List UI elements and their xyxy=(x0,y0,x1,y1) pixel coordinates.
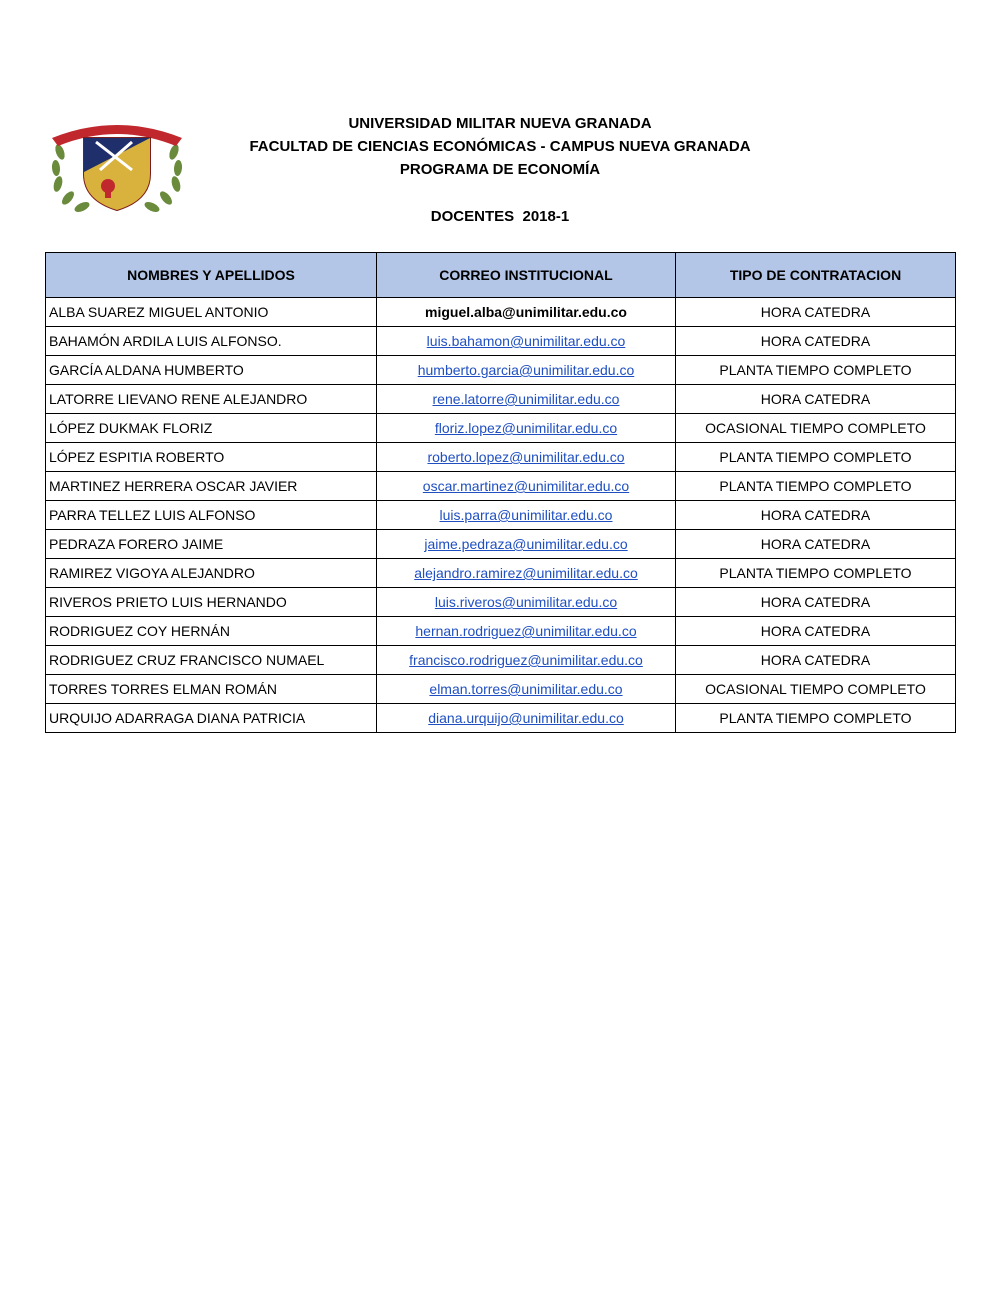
faculty-name: FACULTAD DE CIENCIAS ECONÓMICAS - CAMPUS NUEVA GRANADA xyxy=(249,138,751,155)
teacher-name: PARRA TELLEZ LUIS ALFONSO xyxy=(46,501,377,530)
contract-type: HORA CATEDRA xyxy=(676,646,956,675)
university-name: UNIVERSIDAD MILITAR NUEVA GRANADA xyxy=(348,115,652,132)
teacher-email-link[interactable]: hernan.rodriguez@unimilitar.edu.co xyxy=(415,623,637,639)
table-header-row xyxy=(46,253,956,298)
teacher-email-cell xyxy=(377,530,676,559)
teacher-email-link[interactable]: jaime.pedraza@unimilitar.edu.co xyxy=(424,536,628,552)
teacher-name: LATORRE LIEVANO RENE ALEJANDRO xyxy=(46,385,377,414)
teacher-email-link[interactable]: francisco.rodriguez@unimilitar.edu.co xyxy=(409,652,643,668)
table-row xyxy=(46,530,956,559)
teacher-email-link[interactable]: alejandro.ramirez@unimilitar.edu.co xyxy=(414,565,638,581)
teacher-email-link[interactable]: elman.torres@unimilitar.edu.co xyxy=(429,681,623,697)
teacher-email-link[interactable]: oscar.martinez@unimilitar.edu.co xyxy=(422,478,630,494)
table-row xyxy=(46,646,956,675)
table-row xyxy=(46,327,956,356)
contract-type: PLANTA TIEMPO COMPLETO xyxy=(676,472,956,501)
teacher-name: RODRIGUEZ CRUZ FRANCISCO NUMAEL xyxy=(46,646,377,675)
teacher-name: MARTINEZ HERRERA OSCAR JAVIER xyxy=(46,472,377,501)
table-row xyxy=(46,501,956,530)
teacher-name: GARCÍA ALDANA HUMBERTO xyxy=(46,356,377,385)
contract-type: PLANTA TIEMPO COMPLETO xyxy=(676,704,956,733)
teacher-name: LÓPEZ ESPITIA ROBERTO xyxy=(46,443,377,472)
program-name: PROGRAMA DE ECONOMÍA xyxy=(399,161,601,178)
contract-type: HORA CATEDRA xyxy=(676,617,956,646)
teacher-email: miguel.alba@unimilitar.edu.co xyxy=(425,304,627,320)
teacher-name: LÓPEZ DUKMAK FLORIZ xyxy=(46,414,377,443)
contract-type: HORA CATEDRA xyxy=(676,327,956,356)
teacher-email-cell xyxy=(377,646,676,675)
contract-type: PLANTA TIEMPO COMPLETO xyxy=(676,443,956,472)
table-row xyxy=(46,588,956,617)
teacher-email-link[interactable]: luis.riveros@unimilitar.edu.co xyxy=(434,594,618,610)
teacher-email-cell xyxy=(377,385,676,414)
table-row xyxy=(46,472,956,501)
table-row xyxy=(46,559,956,588)
contract-type: HORA CATEDRA xyxy=(676,385,956,414)
teacher-email-link[interactable]: luis.parra@unimilitar.edu.co xyxy=(439,507,613,523)
contract-type: HORA CATEDRA xyxy=(676,530,956,559)
teacher-email-cell xyxy=(377,588,676,617)
column-header-contract-type: TIPO DE CONTRATACION xyxy=(676,253,956,298)
teacher-email-cell xyxy=(377,704,676,733)
table-row xyxy=(46,414,956,443)
teacher-name: URQUIJO ADARRAGA DIANA PATRICIA xyxy=(46,704,377,733)
teacher-email-link[interactable]: floriz.lopez@unimilitar.edu.co xyxy=(434,420,618,436)
contract-type: HORA CATEDRA xyxy=(676,298,956,327)
teacher-email-cell xyxy=(377,356,676,385)
teacher-email-cell xyxy=(377,443,676,472)
teacher-name: RAMIREZ VIGOYA ALEJANDRO xyxy=(46,559,377,588)
teacher-email-cell xyxy=(377,501,676,530)
column-header-email: CORREO INSTITUCIONAL xyxy=(377,253,676,298)
teacher-email-cell xyxy=(377,559,676,588)
column-header-names: NOMBRES Y APELLIDOS xyxy=(46,253,377,298)
teacher-email-link[interactable]: diana.urquijo@unimilitar.edu.co xyxy=(428,710,624,726)
table-row xyxy=(46,385,956,414)
contract-type: OCASIONAL TIEMPO COMPLETO xyxy=(676,675,956,704)
teacher-name: RIVEROS PRIETO LUIS HERNANDO xyxy=(46,588,377,617)
contract-type: OCASIONAL TIEMPO COMPLETO xyxy=(676,414,956,443)
teacher-name: ALBA SUAREZ MIGUEL ANTONIO xyxy=(46,298,377,327)
teacher-email-cell xyxy=(377,675,676,704)
table-row xyxy=(46,617,956,646)
teacher-email-link[interactable]: rene.latorre@unimilitar.edu.co xyxy=(432,391,620,407)
table-row xyxy=(46,704,956,733)
teachers-table xyxy=(45,252,956,733)
table-row xyxy=(46,298,956,327)
teacher-name: PEDRAZA FORERO JAIME xyxy=(46,530,377,559)
teacher-email-cell xyxy=(377,617,676,646)
teacher-name: RODRIGUEZ COY HERNÁN xyxy=(46,617,377,646)
teacher-name: TORRES TORRES ELMAN ROMÁN xyxy=(46,675,377,704)
table-row xyxy=(46,356,956,385)
contract-type: PLANTA TIEMPO COMPLETO xyxy=(676,559,956,588)
teacher-name: BAHAMÓN ARDILA LUIS ALFONSO. xyxy=(46,327,377,356)
table-row xyxy=(46,443,956,472)
teacher-email-cell xyxy=(377,298,676,327)
teacher-email-link[interactable]: roberto.lopez@unimilitar.edu.co xyxy=(427,449,625,465)
teacher-email-link[interactable]: luis.bahamon@unimilitar.edu.co xyxy=(426,333,626,349)
teacher-email-cell xyxy=(377,472,676,501)
teacher-email-cell xyxy=(377,414,676,443)
contract-type: HORA CATEDRA xyxy=(676,501,956,530)
teacher-email-cell xyxy=(377,327,676,356)
contract-type: HORA CATEDRA xyxy=(676,588,956,617)
table-row xyxy=(46,675,956,704)
teacher-email-link[interactable]: humberto.garcia@unimilitar.edu.co xyxy=(417,362,635,378)
contract-type: PLANTA TIEMPO COMPLETO xyxy=(676,356,956,385)
document-subtitle: DOCENTES 2018-1 xyxy=(430,208,570,225)
